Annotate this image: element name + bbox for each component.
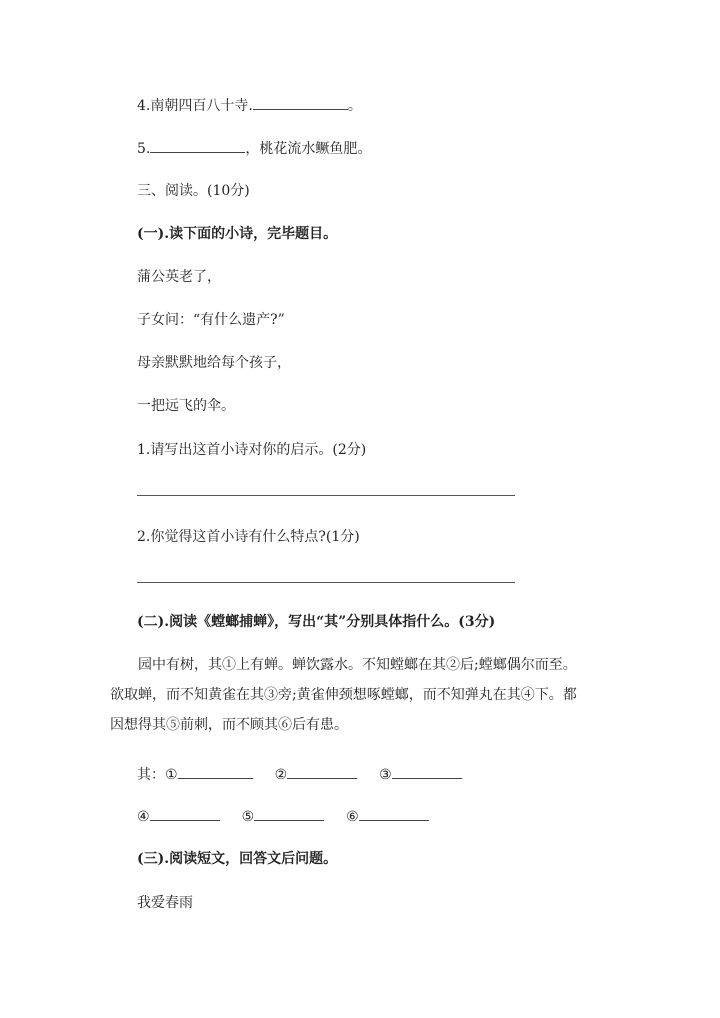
answer-item-1 bbox=[165, 764, 253, 785]
marker: ② bbox=[274, 767, 288, 783]
answer-item-4 bbox=[137, 806, 220, 827]
answer-line-1[interactable] bbox=[137, 495, 515, 496]
poem-line: 子女问：“有什么遗产?” bbox=[137, 312, 285, 328]
item5-blank[interactable] bbox=[150, 138, 245, 153]
marker: ① bbox=[165, 767, 178, 783]
marker: ⑤ bbox=[241, 809, 255, 825]
answer-blank[interactable] bbox=[359, 806, 429, 821]
part3-heading: (三).阅读短文，回答文后问题。 bbox=[137, 851, 338, 867]
answer-blank[interactable] bbox=[287, 764, 357, 779]
marker: ⑥ bbox=[346, 809, 359, 825]
article-title: 我爱春雨 bbox=[137, 895, 193, 911]
answer-item-6 bbox=[346, 806, 429, 827]
poem-line: 蒲公英老了， bbox=[137, 269, 221, 285]
answer-item-3 bbox=[379, 764, 462, 785]
answer-prefix: 其： bbox=[137, 767, 165, 783]
passage: 园中有树，其①上有蝉。蝉饮露水。不知螳螂在其②后;螳螂偶尔而至。欲取蝉，而不知黄雀在其③旁;黄雀伸颈想啄螳螂，而不知弹丸在其④下。都因想得其⑤前刺，而不顾其⑥后有患。 bbox=[110, 657, 577, 733]
marker: ③ bbox=[379, 767, 392, 783]
item4-text: 4.南朝四百八十寺. bbox=[137, 98, 253, 114]
answer-blank[interactable] bbox=[392, 764, 462, 779]
marker: ④ bbox=[137, 809, 150, 825]
answer-blank[interactable] bbox=[254, 806, 324, 821]
poem-fill-item-5 bbox=[137, 138, 371, 159]
answer-row-1 bbox=[137, 764, 484, 785]
poem-line: 母亲默默地给每个孩子， bbox=[137, 355, 291, 371]
part1-heading: (一).读下面的小诗，完毕题目。 bbox=[137, 226, 338, 242]
section3-heading: 三、阅读。(10分) bbox=[137, 183, 250, 199]
answer-blank[interactable] bbox=[150, 806, 220, 821]
item4-end: 。 bbox=[347, 98, 362, 114]
poem-fill-item-4 bbox=[137, 95, 362, 116]
poem-line: 一把远飞的伞。 bbox=[137, 398, 235, 414]
answer-blank[interactable] bbox=[178, 764, 253, 779]
part2-heading: (二).阅读《螳螂捕蝉》，写出“其”分别具体指什么。(3分) bbox=[137, 614, 496, 630]
item5-prefix: 5. bbox=[137, 141, 151, 157]
question-2: 2.你觉得这首小诗有什么特点?(1分) bbox=[137, 529, 360, 545]
item4-blank[interactable] bbox=[253, 95, 348, 110]
answer-row-2 bbox=[137, 806, 451, 827]
answer-item-2 bbox=[275, 764, 358, 785]
answer-line-2[interactable] bbox=[137, 582, 515, 583]
item5-text: ，桃花流水鳜鱼肥。 bbox=[245, 141, 372, 157]
answer-item-5 bbox=[242, 806, 325, 827]
question-1: 1.请写出这首小诗对你的启示。(2分) bbox=[137, 442, 367, 458]
